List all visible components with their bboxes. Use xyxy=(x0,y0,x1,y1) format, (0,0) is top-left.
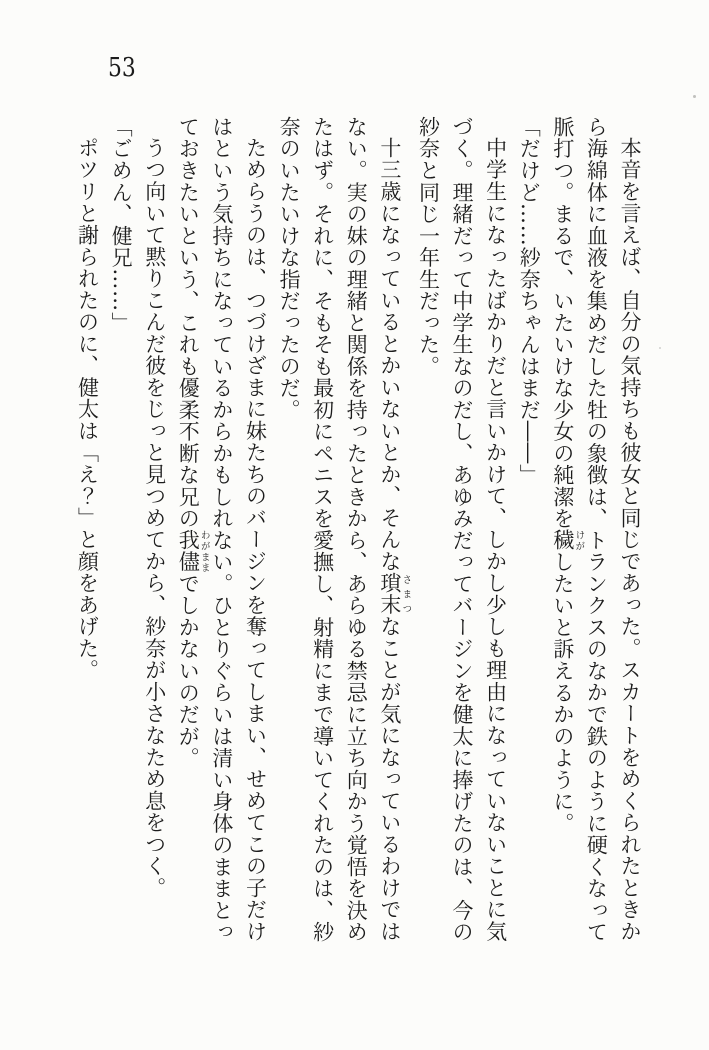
paragraph: 中学生になったばかりだと言いかけて、しかし少しも理由になっていないことに気づく。理緒だって中学生なのだし、あゆみだってバージンを健太に捧げたのは、今の紗奈と同じ一年生だった。 xyxy=(416,116,508,943)
furigana-term: 穢けが xyxy=(550,529,585,552)
paragraph: 十三歳になっているとかいないとか、そんな瑣末さまつなことが気になっているわけではない。実の妹の理緒と関係を持ったときから、あらゆる禁忌に立ち向かう覚悟を決めたはず。それに、そもそも最初にペニスを愛撫し、射精にまで導いてくれたのは、紗奈のいたいけな指だったのだ。 xyxy=(277,116,412,943)
furigana-term: 瑣末さまつ xyxy=(377,572,412,616)
paragraph: ためらうのは、つづけざまに妹たちのバージンを奪ってしまい、せめてこの子だけはという気持ちになっているからかもしれない。ひとりぐらいは清い身体のままとっておきたいという、これも優柔不断な兄の我儘わがままでしかないのだが。 xyxy=(176,116,268,943)
page-text xyxy=(60,116,646,949)
paragraph: 「だけど……紗奈ちゃんはまだ――」 xyxy=(517,116,542,486)
scan-speck xyxy=(659,347,661,349)
paragraph: 「ごめん、健兄……」 xyxy=(109,116,134,334)
page-number: 53 xyxy=(108,53,136,83)
paragraph: ポツリと謝られたのに、健太は「え？」と顔をあげた。 xyxy=(75,137,100,681)
furigana-term: 我儘わがまま xyxy=(176,529,210,573)
scan-speck xyxy=(693,95,696,98)
paragraph: 本音を言えば、自分の気持ちも彼女と同じであった。スカートをめくられたときから海綿体に血液を集めだした牡の象徴は、トランクスのなかで鉄のように硬くなって脈打つ。まるで、いたいけな少女の純潔を穢けがしたいと訴えるかのように。 xyxy=(550,116,642,943)
paragraph: うつ向いて黙りこんだ彼をじっと見つめてから、紗奈が小さなため息をつく。 xyxy=(142,137,167,899)
